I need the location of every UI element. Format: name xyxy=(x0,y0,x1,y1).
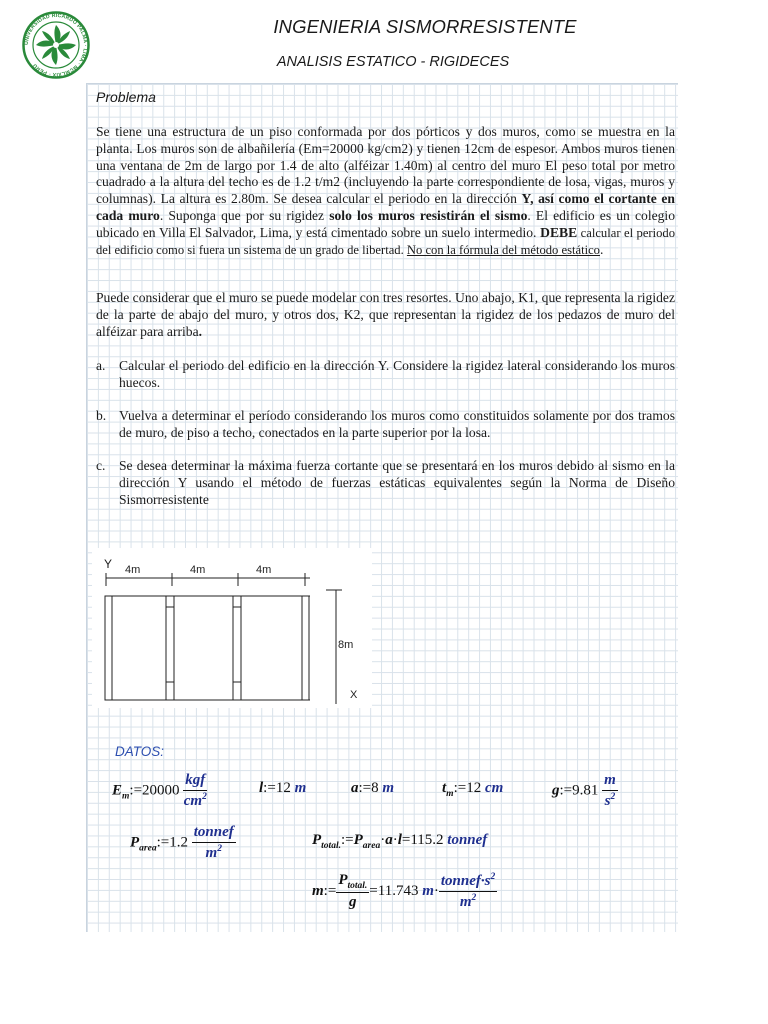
formula-mass: m:= $\frac{P_{total.}}{g}$ =11.743 m· $\frac{tonnef\cdot s^2}{m^2}$ xyxy=(312,872,496,910)
formula-g: g:=9.81 $\frac{m}{s^2}$ xyxy=(552,772,616,809)
formula-l: l:=12 m xyxy=(259,780,307,796)
floor-plan-drawing xyxy=(92,548,372,708)
span-label: 4m xyxy=(125,564,141,576)
svg-text:UNIVERSIDAD RICARDO PALMA · LI: UNIVERSIDAD RICARDO PALMA · LIMA · MCMLXIX · PERÚ xyxy=(23,12,89,78)
problem-paragraph-1: Se tiene una estructura de un piso conformada por dos pórticos y dos muros, como se muestra en la planta. Los muros son de albañilería (Em=20000 kg/cm2) y tienen 12cm de espesor. Ambos muros tienen una ventana de 2m de largo por 1.4 de alto (alféizar 1.40m) al centro del muro El peso total por metro cuadrado a la altura del techo es de 1.2 t/m2 (incluyendo la parte correspondiente de losa, vigas, muros y columnas). La altura es 2.80m. Se desea calcular el periodo en la dirección Y, así como el cortante en cada muro. Suponga que por su rigidez solo los muros resistirán el sismo. El edificio es un colegio ubicado en Villa El Salvador, Lima, y está cimentado sobre un suelo intermedio. DEBE calcular el periodo del edificio como si fuera un sistema de un grado de libertad. No con la fórmula del método estático. xyxy=(96,124,676,257)
list-item: c. Se desea determinar la máxima fuerza cortante que se presentará en los muros debido al sismo en la dirección Y usando el método de fuerzas estáticas equivalentes según la Norma de Diseño Sismorresistente xyxy=(96,458,675,507)
x-axis-label: X xyxy=(350,689,358,701)
span-label: 4m xyxy=(190,564,206,576)
document-title: INGENIERIA SISMORRESISTENTE xyxy=(273,16,577,37)
span-label: 4m xyxy=(256,564,272,576)
formula-ptotal: $P_{total.}:=P_{area}\cdot a\cdot l=115.2$ tonnef xyxy=(312,832,488,851)
problem-paragraph-2: Puede considerar que el muro se puede modelar con tres resortes. Uno abajo, K1, que representa la rigidez de la parte de abajo del muro, y otros dos, K2, que representan la rigidez de los pedazos de muro del alféizar para arriba. xyxy=(96,290,675,339)
formula-parea: $P_{area}:=1.2$ $\frac{\text{tonnef}}{m^2}$ xyxy=(130,824,234,861)
datos-heading: DATOS: xyxy=(115,744,165,759)
list-item: a. Calcular el periodo del edificio en la dirección Y. Considere la rigidez lateral considerando los muros huecos. xyxy=(96,358,675,390)
depth-label: 8m xyxy=(338,639,354,651)
formula-tm: $t_m:=12$ cm xyxy=(442,780,504,799)
document-subtitle: ANALISIS ESTATICO - RIGIDECES xyxy=(276,54,510,70)
problem-heading: Problema xyxy=(96,89,156,105)
formula-em: $E_m:=20000$ $\frac{\text{kgf}}{cm^2}$ xyxy=(112,772,207,809)
list-item: b. Vuelva a determinar el período considerando los muros como constituidos solamente por dos tramos de muro, de piso a techo, conectados en la parte superior por la losa. xyxy=(96,408,675,440)
formula-a: a:=8 m xyxy=(351,780,395,796)
y-axis-label: Y xyxy=(104,557,113,571)
task-list xyxy=(96,358,675,525)
